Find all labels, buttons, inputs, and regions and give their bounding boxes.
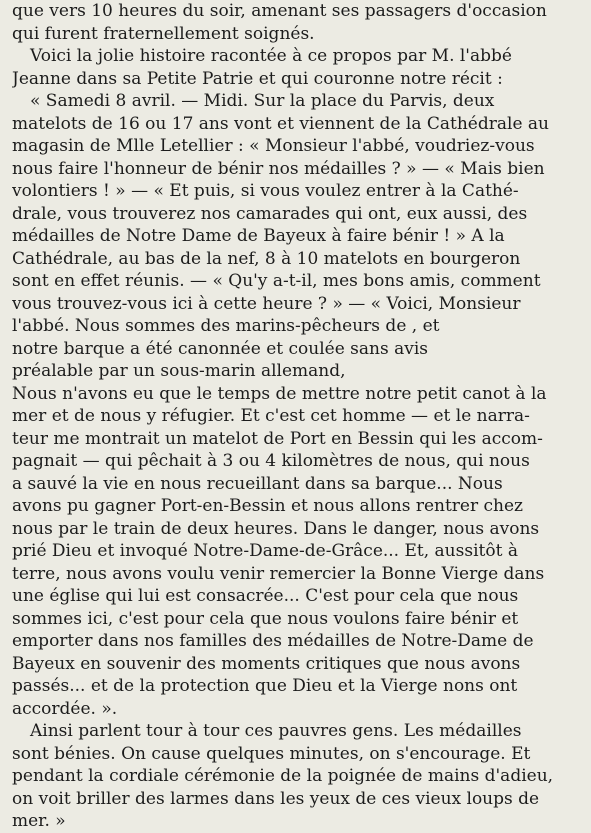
text-line: pagnait — qui pêchait à 3 ou 4 kilomètres de nous, qui nous	[12, 451, 530, 471]
text-line: Cathédrale, au bas de la nef, 8 à 10 matelots en bourgeron	[12, 248, 521, 269]
text-line: mer et de nous y réfugier. Et c'est cet homme — et le narra-	[12, 406, 530, 426]
text-line: Voici la jolie histoire racontée à ce propos par M. l'abbé	[30, 46, 512, 66]
text-line: accordée. ».	[12, 698, 118, 719]
text-line: médailles de Notre Dame de Bayeux à faire bénir ! » A la	[12, 226, 505, 246]
text-line: « Samedi 8 avril. — Midi. Sur la place du Parvis, deux	[30, 91, 495, 111]
text-line: drale, vous trouverez nos camarades qui ont, eux aussi, des	[12, 203, 528, 224]
text-line: sommes ici, c'est pour cela que nous voulons faire bénir et	[12, 608, 519, 629]
text-line: une église qui lui est consacrée... C'est pour cela que nous	[12, 586, 519, 606]
text-line: emporter dans nos familles des médailles de Notre-Dame de	[12, 631, 534, 651]
text-line: matelots de 16 ou 17 ans vont et viennent de la Cathédrale au	[12, 113, 549, 134]
text-line: notre barque a été canonnée et coulée sans avis	[12, 338, 429, 359]
text-line: sont bénies. On cause quelques minutes, on s'encourage. Et	[12, 743, 531, 764]
text-line: magasin de Mlle Letellier : « Monsieur l'abbé, voudriez-vous	[12, 136, 535, 156]
text-line: pendant la cordiale cérémonie de la poignée de mains d'adieu,	[12, 766, 554, 786]
text-line: Jeanne dans sa Petite Patrie et qui couronne notre récit :	[12, 68, 503, 89]
text-line: qui furent fraternellement soignés.	[12, 23, 315, 44]
text-line: que vers 10 heures du soir, amenant ses passagers d'occasion	[12, 1, 547, 21]
text-line: Ainsi parlent tour à tour ces pauvres gens. Les médailles	[30, 721, 522, 741]
text-line: nous par le train de deux heures. Dans le danger, nous avons	[12, 518, 540, 539]
text-line: passés... et de la protection que Dieu et la Vierge nons ont	[12, 676, 518, 696]
text-line: avons pu gagner Port-en-Bessin et nous allons rentrer chez	[12, 496, 524, 516]
text-line: Bayeux en souvenir des moments critiques que nous avons	[12, 653, 521, 674]
text-line: prié Dieu et invoqué Notre-Dame-de-Grâce... Et, aussitôt à	[12, 541, 518, 561]
text-line: volontiers ! » — « Et puis, si vous voulez entrer à la Cathé-	[12, 181, 519, 201]
text-line: teur me montrait un matelot de Port en Bessin qui les accom-	[12, 428, 543, 449]
text-line: on voit briller des larmes dans les yeux de ces vieux loups de	[12, 788, 540, 809]
text-line: nous faire l'honneur de bénir nos médailles ? » — « Mais bien	[12, 158, 545, 179]
text-line: l'abbé. Nous sommes des marins-pêcheurs de , et	[12, 316, 440, 336]
text-line: mer. »	[12, 811, 66, 831]
text-line: a sauvé la vie en nous recueillant dans sa barque... Nous	[12, 473, 503, 494]
text-line: préalable par un sous-marin allemand,	[12, 361, 346, 381]
text-line: terre, nous avons voulu venir remercier la Bonne Vierge dans	[12, 563, 545, 584]
text-line: Nous n'avons eu que le temps de mettre notre petit canot à la	[12, 383, 547, 404]
text-line: vous trouvez-vous ici à cette heure ? » — « Voici, Monsieur	[12, 293, 521, 314]
text-line: sont en effet réunis. — « Qu'y a-t-il, mes bons amis, comment	[12, 271, 541, 291]
